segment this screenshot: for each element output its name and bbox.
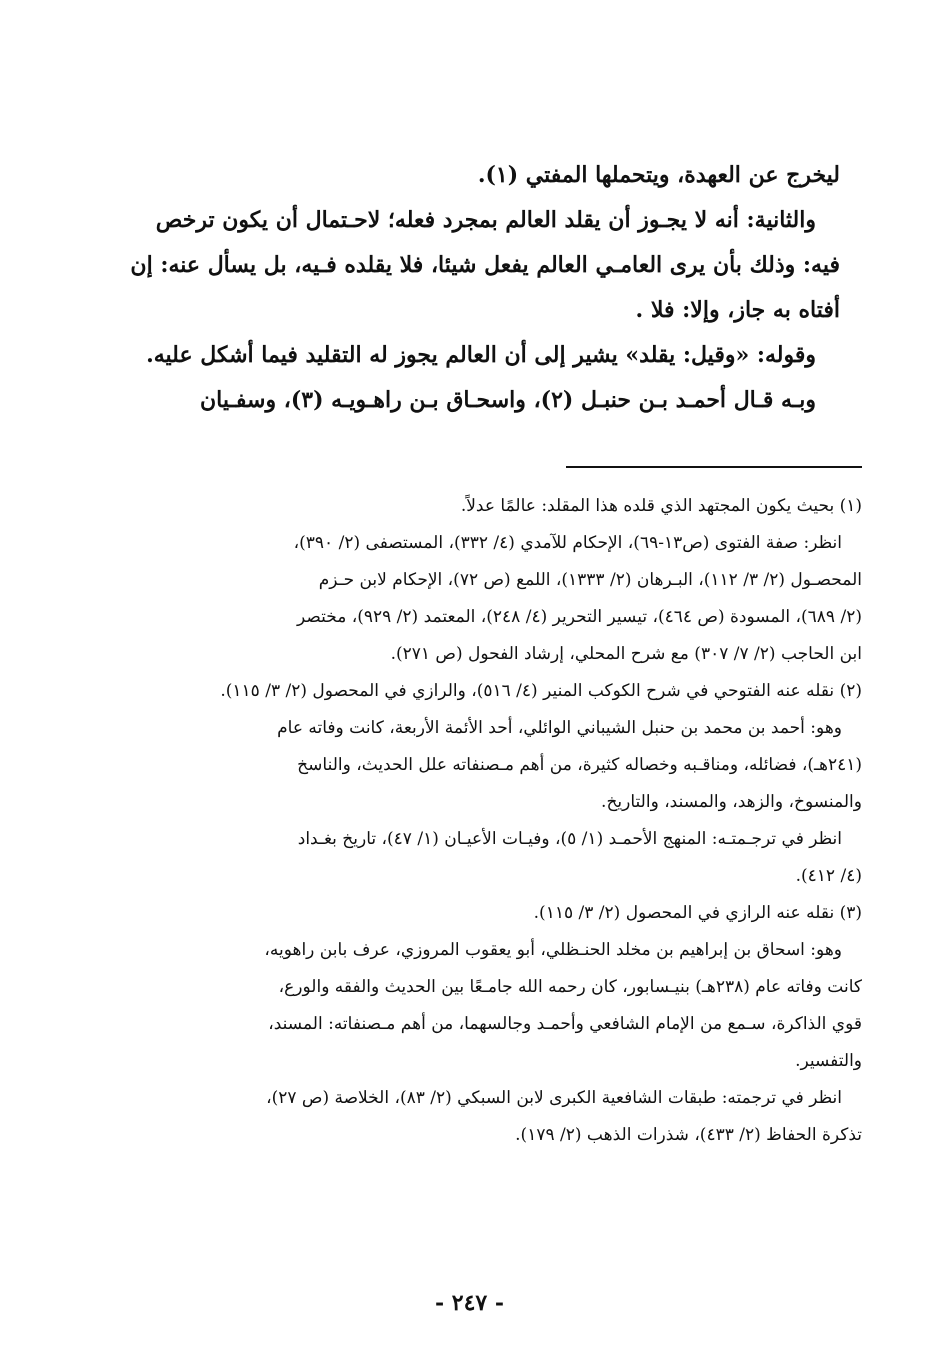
footnote-line: (٢٤١هـ)، فضائله، ومناقـبه وخصاله كثيرة، من أهم مـصنفاته علل الحديث، والناسخ — [297, 755, 862, 775]
footnote-line: (١) بحيث يكون المجتهد الذي قلده هذا المقلد: عالمًا عدلاً. — [460, 496, 862, 516]
main-body-text — [128, 152, 840, 422]
footnote-line: انظر في ترجمته: طبقات الشافعية الكبرى لابن السبكي (٢/ ٨٣)، الخلاصة (ص ٢٧)، — [266, 1088, 842, 1108]
main-line: وبـه قـال أحمـد بـن حنبـل (٢)، واسحـاق بـن راهـويـه (٣)، وسفـيان — [199, 386, 816, 413]
footnote-line: تذكرة الحفاظ (٢/ ٤٣٣)، شذرات الذهب (٢/ ١٧٩). — [515, 1125, 862, 1145]
footnote-line: (٢) نقله عنه الفتوحي في شرح الكوكب المنير (٤/ ٥١٦)، والرازي في المحصول (٢/ ٣/ ١١٥). — [220, 681, 862, 701]
footnote-line: (٤/ ٤١٢). — [795, 866, 862, 886]
footnote-separator — [566, 466, 862, 468]
main-line: وقوله: «وقيل: يقلد» يشير إلى أن العالم يجوز له التقليد فيما أشكل عليه. — [146, 341, 816, 368]
footnote-line: انظر في ترجـمتـه: المنهج الأحمـد (١/ ٥)، وفيـات الأعيـان (١/ ٤٧)، تاريخ بغـداد — [297, 829, 842, 849]
main-line: ليخرج عن العهدة، ويتحملها المفتي (١). — [477, 161, 840, 188]
footnotes — [128, 488, 862, 1154]
footnote-line: (٣) نقله عنه الرازي في المحصول (٢/ ٣/ ١١٥). — [533, 903, 862, 923]
footnote-line: وهو: أحمد بن محمد بن حنبل الشيباني الوائلي، أحد الأئمة الأربعة، كانت وفاته عام — [277, 718, 842, 738]
main-line: أفتاه به جاز، وإلا: فلا . — [635, 296, 840, 323]
footnote-line: ابن الحاجب (٢/ ٧/ ٣٠٧) مع شرح المحلي، إرشاد الفحول (ص ٢٧١). — [390, 644, 862, 664]
main-line: فيه: وذلك بأن يرى العامـي العالم يفعل شيئا، فلا يقلده فـيه، بل يسأل عنه: إن — [130, 251, 840, 278]
footnote-line: انظر: صفة الفتوى (ص١٣-٦٩)، الإحكام للآمدي (٤/ ٣٣٢)، المستصفى (٢/ ٣٩٠)، — [293, 533, 842, 553]
footnote-line: والمنسوخ، والزهد، والمسند، والتاريخ. — [601, 792, 862, 812]
footnote-line: المحصـول (٢/ ٣/ ١١٢)، البـرهان (٢/ ١٣٣٣)، اللمع (ص ٧٢)، الإحكام لابن حـزم — [318, 570, 862, 590]
footnote-line: (٢/ ٦٨٩)، المسودة (ص ٤٦٤)، تيسير التحرير (٤/ ٢٤٨)، المعتمد (٢/ ٩٢٩)، مختصر — [296, 607, 862, 627]
footnote-line: كانت وفاته عام (٢٣٨هـ) بنيـسابور، كان رحمه الله جامـعًا بين الحديث والفقه والورع، — [278, 977, 862, 997]
main-line: والثانية: أنه لا يجـوز أن يقلد العالم بمجرد فعله؛ لاحـتمال أن يكون ترخص — [155, 206, 816, 233]
page-number: - ٢٤٧ - — [434, 1290, 505, 1316]
footnote-line: وهو: اسحاق بن إبراهيم بن مخلد الحنـظلي، أبو يعقوب المروزي، عرف بابن راهويه، — [264, 940, 842, 960]
footnote-line: قوي الذاكرة، سـمع من الإمام الشافعي وأحمـد وجالسهما، من أهم مـصنفاته: المسند، — [268, 1014, 862, 1034]
footnote-line: والتفسير. — [795, 1051, 862, 1071]
